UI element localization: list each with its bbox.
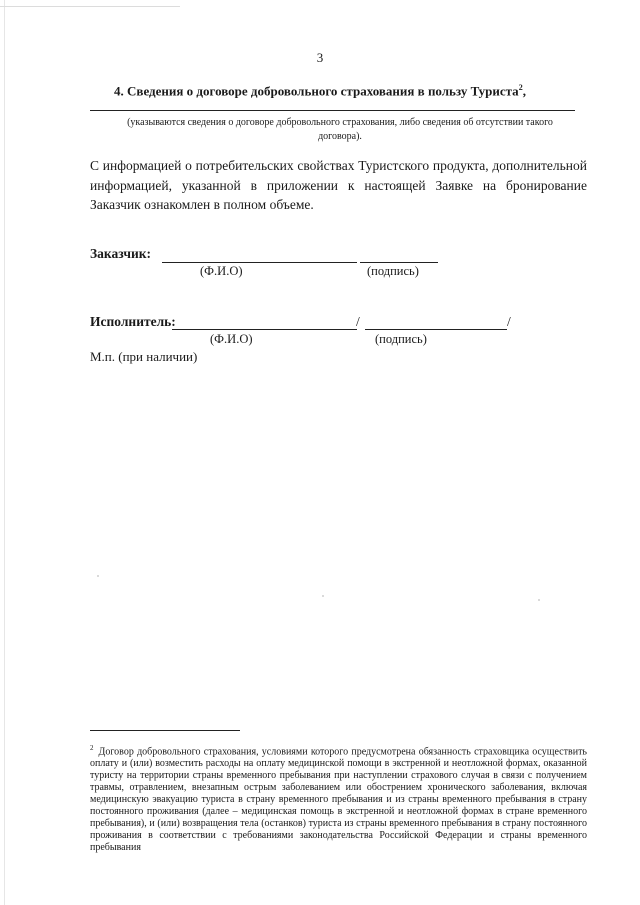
footnote-mark: 2 — [90, 744, 94, 752]
executor-slash-1: / — [356, 314, 360, 329]
section-title-text: 4. Сведения о договоре добровольного страхования в пользу Туриста — [114, 83, 519, 99]
title-suffix: , — [522, 83, 526, 99]
executor-slash-2: / — [507, 314, 511, 329]
scan-edge-left — [4, 0, 5, 905]
insurance-hint: (указываются сведения о договоре добровольного страхования, либо сведения об отсутствии такого договора). — [127, 117, 553, 142]
title-footnote-mark: 2 — [518, 83, 523, 92]
customer-signature-caption: (подпись) — [367, 264, 419, 278]
executor-signature-line — [365, 329, 507, 330]
scan-speck — [538, 599, 540, 601]
executor-label: Исполнитель: — [90, 314, 176, 329]
seal-note: М.п. (при наличии) — [90, 349, 198, 364]
scan-edge-top — [0, 6, 180, 7]
scan-speck — [322, 595, 324, 597]
footnote — [90, 743, 587, 853]
executor-name-line — [172, 329, 357, 330]
insurance-details-line — [90, 110, 575, 111]
footnote-separator — [90, 730, 240, 731]
customer-label: Заказчик: — [90, 246, 152, 261]
page-number: 3 — [316, 50, 324, 65]
section-title — [60, 83, 580, 99]
customer-name-caption: (Ф.И.О) — [200, 264, 243, 278]
customer-name-line — [162, 262, 357, 263]
footnote-text: Договор добровольного страхования, условиями которого предусмотрена обязанность страховщика осуществить оплату и (или) возместить расходы на оплату медицинской помощи в экстренной и неотложной формах, оказанной туристу на территории страны временного пребывания при наступлении страхового случая в связи с получением травмы, отравлением, внезапным острым заболеванием или обострением хронического заболевания, включая медицинскую эвакуацию туриста в страну временного пребывания и из страны временного пребывания в страну постоянного проживания (далее – медицинская помощь в экстренной и неотложной формах в стране временного пребывания), и (или) возвращения тела (останков) туриста из страны временного пребывания в страну постоянного проживания в соответствии с требованиями законодательства Российской Федерации и страны временного пребывания — [90, 746, 587, 853]
executor-signature-caption: (подпись) — [375, 332, 427, 346]
acknowledgement-paragraph: С информацией о потребительских свойствах Туристского продукта, дополнительной информацией, указанной в приложении к настоящей Заявке на бронирование Заказчик ознакомлен в полном объеме. — [90, 158, 587, 212]
customer-signature-line — [360, 262, 438, 263]
executor-name-caption: (Ф.И.О) — [210, 332, 253, 346]
scan-speck — [97, 575, 99, 577]
